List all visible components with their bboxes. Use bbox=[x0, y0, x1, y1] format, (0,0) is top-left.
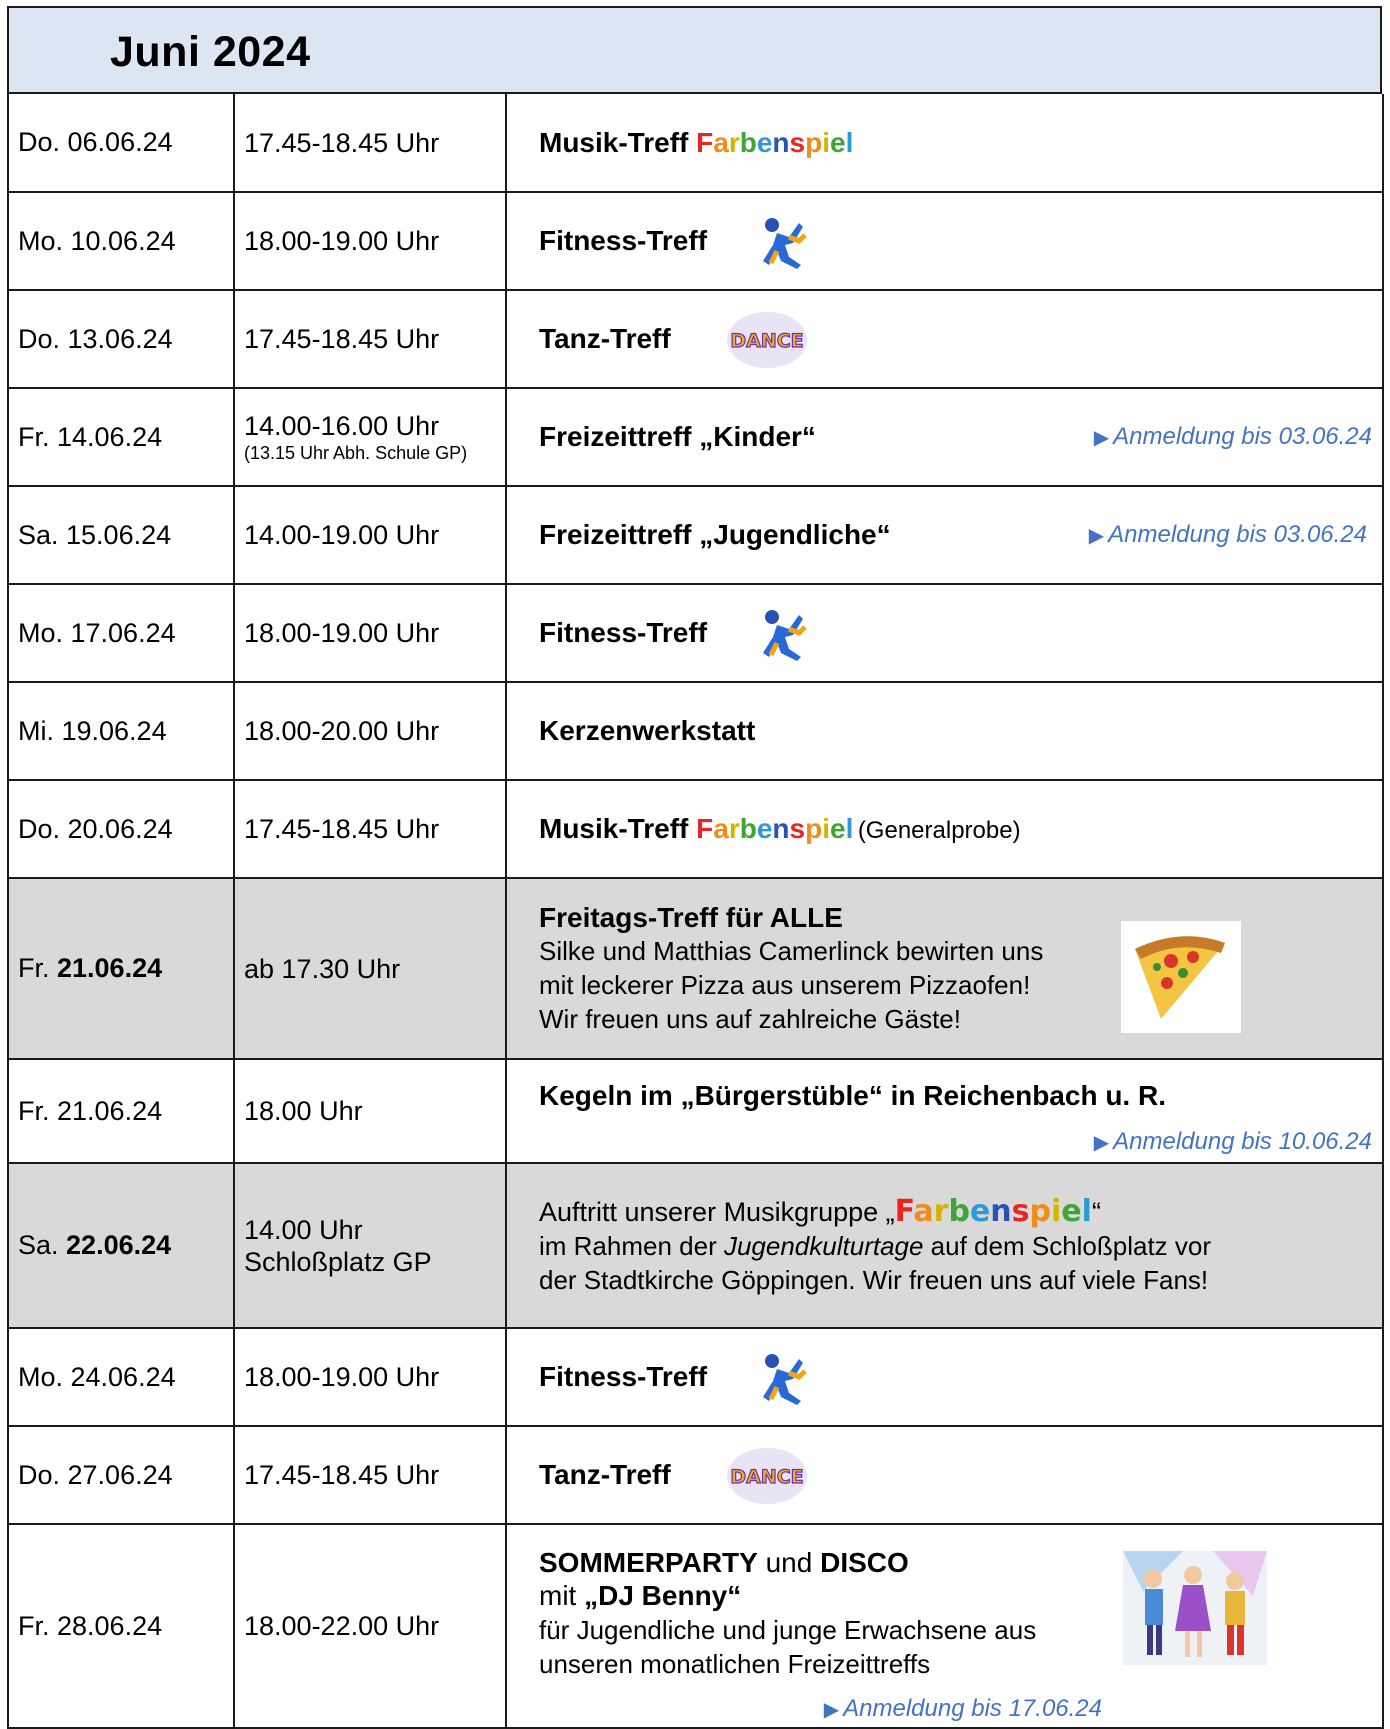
event-line: für Jugendliche und junge Erwachsene aus bbox=[539, 1615, 1037, 1645]
date-cell: Fr. 21.06.24 bbox=[8, 878, 234, 1059]
table-row bbox=[8, 192, 1383, 290]
time-cell: 18.00-19.00 Uhr bbox=[234, 584, 506, 682]
table-row bbox=[8, 780, 1383, 878]
date-cell: Mi. 19.06.24 bbox=[8, 682, 234, 780]
event-title: Fitness-Treff bbox=[539, 225, 708, 256]
date-cell: Fr. 21.06.24 bbox=[8, 1059, 234, 1163]
arrow-right-icon: ▶ bbox=[823, 1699, 840, 1721]
date-cell: Sa. 15.06.24 bbox=[8, 486, 234, 584]
time-cell bbox=[234, 1163, 506, 1328]
location-text: Schloßplatz GP bbox=[244, 1246, 432, 1277]
table-row bbox=[8, 878, 1383, 1059]
table-row bbox=[8, 1426, 1383, 1524]
date-cell: Do. 27.06.24 bbox=[8, 1426, 234, 1524]
farbenspiel-wordmark: Farbenspiel bbox=[696, 126, 854, 158]
registration-note: ▶ Anmeldung bis 03.06.24 bbox=[1088, 521, 1367, 548]
event-cell bbox=[506, 388, 1383, 486]
dance-icon bbox=[725, 1445, 809, 1507]
time-note: (13.15 Uhr Abh. Schule GP) bbox=[244, 443, 468, 463]
event-cell bbox=[506, 290, 1383, 388]
pizza-icon bbox=[1121, 921, 1241, 1033]
farbenspiel-wordmark: Farbenspiel bbox=[696, 813, 854, 844]
event-line: Auftritt unserer Musikgruppe „Farbenspiel“ bbox=[539, 1193, 1101, 1229]
date-cell: Mo. 17.06.24 bbox=[8, 584, 234, 682]
event-line: Silke und Matthias Camerlinck bewirten uns bbox=[539, 935, 1044, 966]
time-cell: 18.00-22.00 Uhr bbox=[234, 1524, 506, 1728]
time-cell: 18.00-19.00 Uhr bbox=[234, 1328, 506, 1426]
registration-note: ▶ Anmeldung bis 03.06.24 bbox=[1093, 423, 1372, 450]
time-cell: 17.45-18.45 Uhr bbox=[234, 290, 506, 388]
event-title: Fitness-Treff bbox=[539, 1361, 708, 1392]
event-line: mit leckerer Pizza aus unserem Pizzaofen! bbox=[539, 969, 1031, 1000]
event-cell bbox=[506, 1328, 1383, 1426]
time-cell: 18.00-19.00 Uhr bbox=[234, 192, 506, 290]
farbenspiel-wordmark: Farbenspiel bbox=[894, 1193, 1092, 1229]
time-cell: 17.45-18.45 Uhr bbox=[234, 1426, 506, 1524]
event-cell bbox=[506, 1524, 1383, 1728]
time-cell: ab 17.30 Uhr bbox=[234, 878, 506, 1059]
event-cell bbox=[506, 1163, 1383, 1328]
party-people-icon bbox=[1123, 1551, 1267, 1665]
date-cell: Do. 20.06.24 bbox=[8, 780, 234, 878]
table-row bbox=[8, 290, 1383, 388]
time-cell: 14.00-19.00 Uhr bbox=[234, 486, 506, 584]
svg-text:DANCE: DANCE bbox=[730, 330, 804, 352]
time-cell: 18.00 Uhr bbox=[234, 1059, 506, 1163]
event-title: Kegeln im „Bürgerstüble“ in Reichenbach u. R. bbox=[539, 1080, 1166, 1111]
event-cell bbox=[506, 584, 1383, 682]
dance-icon bbox=[725, 309, 809, 371]
date-cell: Do. 13.06.24 bbox=[8, 290, 234, 388]
calendar-sheet bbox=[7, 6, 1382, 1729]
event-table bbox=[7, 94, 1384, 1729]
table-row bbox=[8, 94, 1383, 192]
event-cell bbox=[506, 1059, 1383, 1163]
event-cell bbox=[506, 94, 1383, 192]
time-cell: 17.45-18.45 Uhr bbox=[234, 780, 506, 878]
date-cell: Fr. 28.06.24 bbox=[8, 1524, 234, 1728]
event-title: Fitness-Treff bbox=[539, 617, 708, 648]
event-line: im Rahmen der Jugendkulturtage auf dem Schloßplatz vor bbox=[539, 1230, 1212, 1261]
event-line: unseren monatlichen Freizeittreffs bbox=[539, 1649, 931, 1679]
arrow-right-icon: ▶ bbox=[1093, 427, 1110, 449]
event-cell bbox=[506, 486, 1383, 584]
time-cell bbox=[234, 388, 506, 486]
fitness-runner-icon bbox=[759, 215, 811, 271]
event-title: Musik-Treff Farbenspiel bbox=[539, 813, 854, 844]
event-cell bbox=[506, 1426, 1383, 1524]
event-title: Freizeittreff „Kinder“ bbox=[539, 421, 816, 452]
event-title: SOMMERPARTY und DISCO bbox=[539, 1547, 909, 1578]
svg-text:DANCE: DANCE bbox=[730, 1466, 804, 1488]
month-header bbox=[7, 6, 1382, 94]
registration-note: ▶ Anmeldung bis 10.06.24 bbox=[1093, 1128, 1372, 1155]
month-title: Juni 2024 bbox=[110, 28, 311, 76]
event-cell bbox=[506, 780, 1383, 878]
fitness-runner-icon bbox=[759, 607, 811, 663]
time-cell: 17.45-18.45 Uhr bbox=[234, 94, 506, 192]
event-subtitle: mit „DJ Benny“ bbox=[539, 1580, 742, 1611]
table-row bbox=[8, 682, 1383, 780]
event-cell bbox=[506, 192, 1383, 290]
table-row bbox=[8, 1163, 1383, 1328]
date-cell: Mo. 24.06.24 bbox=[8, 1328, 234, 1426]
time-text: 14.00-16.00 Uhr bbox=[244, 411, 440, 441]
date-cell: Sa. 22.06.24 bbox=[8, 1163, 234, 1328]
arrow-right-icon: ▶ bbox=[1093, 1132, 1110, 1154]
event-title: Tanz-Treff bbox=[539, 1459, 671, 1490]
event-line: Wir freuen uns auf zahlreiche Gäste! bbox=[539, 1003, 961, 1034]
arrow-right-icon: ▶ bbox=[1088, 525, 1105, 547]
table-row bbox=[8, 584, 1383, 682]
event-title: Musik-Treff Farbenspiel bbox=[539, 126, 854, 158]
table-row bbox=[8, 1524, 1383, 1728]
event-cell bbox=[506, 682, 1383, 780]
date-cell: Fr. 14.06.24 bbox=[8, 388, 234, 486]
event-title: Kerzenwerkstatt bbox=[539, 715, 756, 746]
table-row bbox=[8, 1328, 1383, 1426]
registration-note: ▶ Anmeldung bis 17.06.24 bbox=[823, 1695, 1102, 1722]
time-cell: 18.00-20.00 Uhr bbox=[234, 682, 506, 780]
event-line: der Stadtkirche Göppingen. Wir freuen uns auf viele Fans! bbox=[539, 1264, 1209, 1295]
event-note: (Generalprobe) bbox=[857, 817, 1021, 844]
table-row bbox=[8, 388, 1383, 486]
date-cell: Do. 06.06.24 bbox=[8, 94, 234, 192]
event-title: Freizeittreff „Jugendliche“ bbox=[539, 519, 891, 550]
event-title: Tanz-Treff bbox=[539, 323, 671, 354]
event-cell bbox=[506, 878, 1383, 1059]
date-cell: Mo. 10.06.24 bbox=[8, 192, 234, 290]
table-row bbox=[8, 1059, 1383, 1163]
event-title: Freitags-Treff für ALLE bbox=[539, 901, 843, 933]
time-text: 14.00 Uhr bbox=[244, 1214, 363, 1245]
table-row bbox=[8, 486, 1383, 584]
fitness-runner-icon bbox=[759, 1351, 811, 1407]
